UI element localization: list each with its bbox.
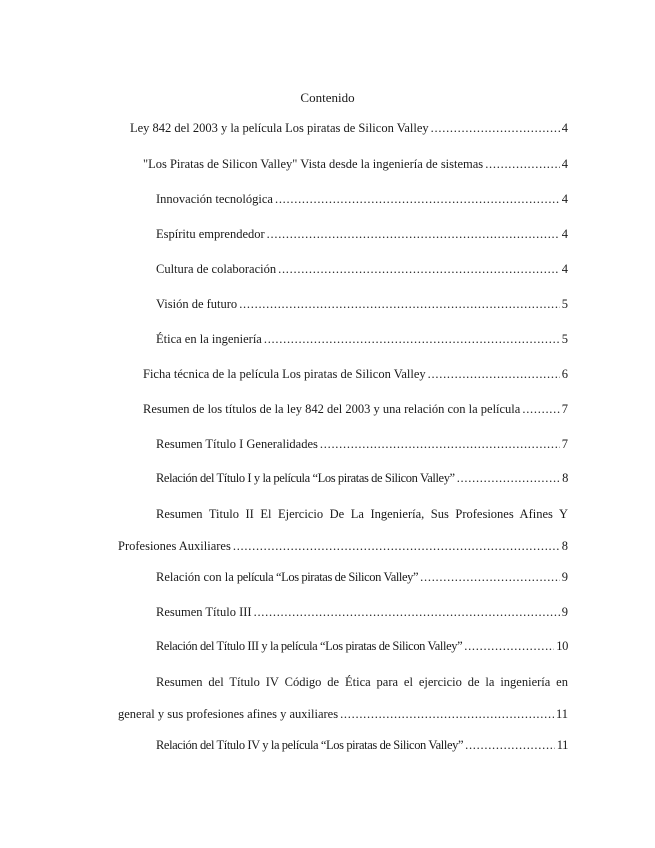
dot-leader	[233, 537, 560, 555]
dot-leader	[278, 260, 560, 278]
toc-page-number: 11	[556, 738, 568, 752]
toc-entry-text	[156, 568, 418, 586]
toc-page-number: 9	[561, 570, 568, 584]
toc-page-number: 6	[561, 367, 568, 381]
toc-entry[interactable]	[156, 260, 568, 278]
toc-entry[interactable]	[143, 400, 568, 418]
toc-entry-text: Relación del Título III y la película “Los piratas de Silicon Valley”	[156, 639, 463, 653]
toc-entry-text: Espíritu emprendedor	[156, 227, 265, 241]
toc-entry-text-rest: película “Los piratas de Silicon Valley”	[236, 570, 419, 584]
toc-entry[interactable]	[156, 330, 568, 348]
toc-entry-text: Relación del Título I y la película “Los piratas de Silicon Valley”	[156, 471, 455, 485]
dot-leader	[465, 736, 555, 754]
toc-page-number: 4	[561, 157, 568, 171]
toc-page-number: 7	[561, 402, 568, 416]
toc-entry-text-line2: general y sus profesiones afines y auxiliares	[118, 707, 339, 721]
toc-entry-text: Resumen Título III	[156, 605, 252, 619]
toc-entry[interactable]	[156, 295, 568, 313]
toc-page-number: 4	[561, 192, 568, 206]
toc-entry[interactable]	[118, 505, 568, 555]
toc-title: Contenido	[300, 90, 355, 105]
toc-entry-text: Resumen Título I Generalidades	[156, 437, 318, 451]
toc-page-number: 7	[561, 437, 568, 451]
dot-leader	[464, 637, 554, 655]
toc-entry[interactable]	[156, 435, 568, 453]
toc-entry-text-line1: Resumen del Título IV Código de Ética para el ejercicio de la ingeniería en	[156, 675, 568, 689]
toc-entry-text-line2: Profesiones Auxiliares	[118, 539, 231, 553]
toc-entry-text-prefix: Relación con la	[156, 570, 237, 584]
dot-leader	[320, 435, 560, 453]
toc-entry-text: Ética en la ingeniería	[156, 332, 262, 346]
toc-page-number: 11	[555, 707, 568, 721]
toc-entry[interactable]	[156, 190, 568, 208]
toc-entry[interactable]	[118, 673, 568, 723]
dot-leader	[457, 469, 560, 487]
dot-leader	[522, 400, 559, 418]
toc-entry[interactable]	[130, 119, 568, 137]
dot-leader	[431, 119, 560, 137]
dot-leader	[485, 155, 560, 173]
toc-entry-text: Ley 842 del 2003 y la película Los piratas de Silicon Valley	[130, 121, 429, 135]
dot-leader	[267, 225, 560, 243]
toc-entry[interactable]	[143, 155, 568, 173]
toc-page-number: 10	[556, 639, 568, 653]
toc-page-number: 4	[561, 262, 568, 276]
toc-entry[interactable]	[156, 637, 568, 655]
toc-entry-text: Ficha técnica de la película Los piratas de Silicon Valley	[143, 367, 426, 381]
toc-entry[interactable]	[156, 225, 568, 243]
dot-leader	[428, 365, 560, 383]
dot-leader	[275, 190, 560, 208]
dot-leader	[340, 705, 554, 723]
dot-leader	[264, 330, 560, 348]
toc-page-number: 9	[561, 605, 568, 619]
toc-entry-text: Relación del Título IV y la película “Los piratas de Silicon Valley”	[156, 738, 464, 752]
dot-leader	[254, 603, 560, 621]
toc-entry-text: "Los Piratas de Silicon Valley" Vista desde la ingeniería de sistemas	[143, 157, 484, 171]
toc-entry-text: Innovación tecnológica	[156, 192, 273, 206]
dot-leader	[239, 295, 560, 313]
toc-page-number: 4	[561, 121, 568, 135]
toc-entry[interactable]	[156, 603, 568, 621]
toc-entry[interactable]	[156, 568, 568, 586]
dot-leader	[420, 568, 560, 586]
toc-entry-text: Visión de futuro	[156, 297, 238, 311]
toc-entry[interactable]	[143, 365, 568, 383]
toc-page-number: 8	[561, 539, 568, 553]
toc-page-number: 4	[561, 227, 568, 241]
toc-entry-text-line1: Resumen Titulo II El Ejercicio De La Ingeniería, Sus Profesiones Afines Y	[156, 507, 568, 521]
toc-entry[interactable]	[156, 736, 568, 754]
toc-page-number: 5	[561, 297, 568, 311]
toc-entry-text: Cultura de colaboración	[156, 262, 277, 276]
toc-entry[interactable]	[156, 469, 568, 487]
toc-page-number: 8	[562, 471, 568, 485]
toc-page-number: 5	[561, 332, 568, 346]
toc-entry-text: Resumen de los títulos de la ley 842 del 2003 y una relación con la película	[143, 402, 521, 416]
